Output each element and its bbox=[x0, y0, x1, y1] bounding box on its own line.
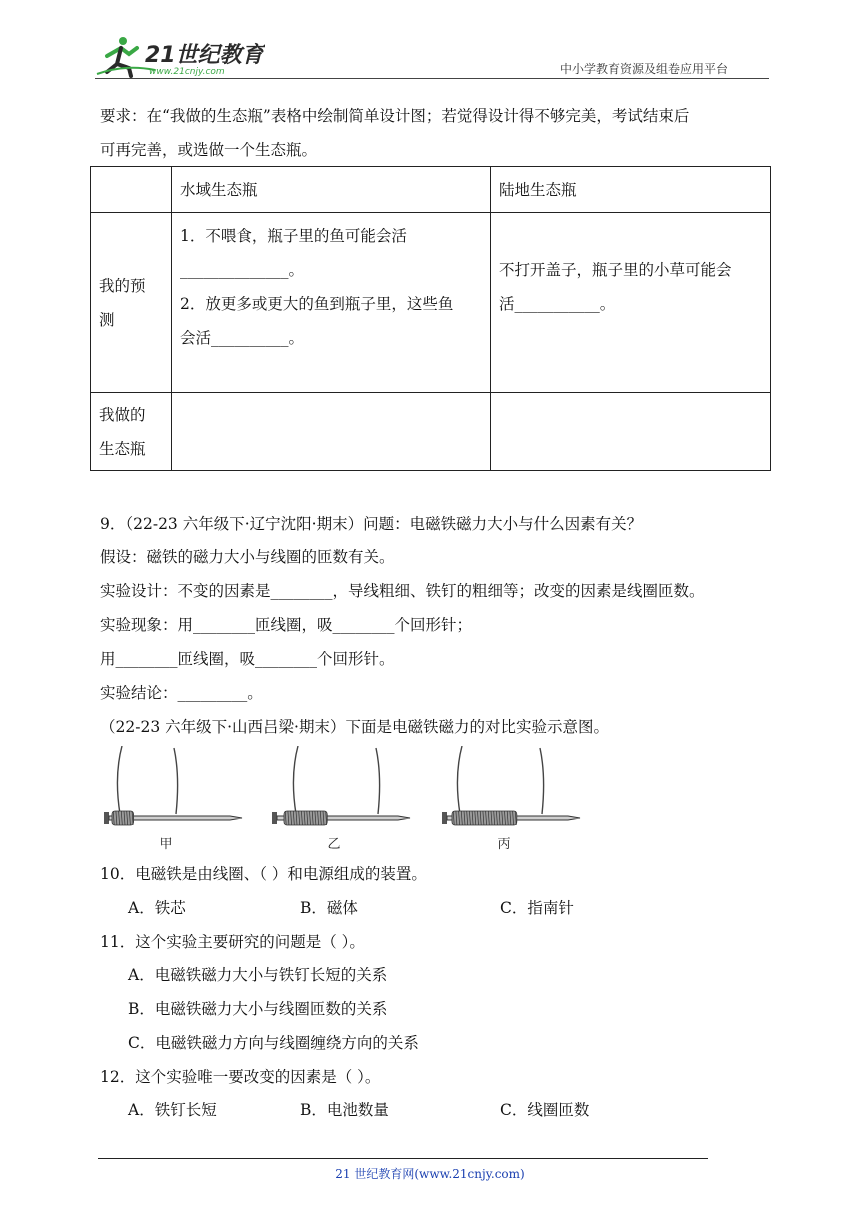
site-logo bbox=[95, 34, 265, 78]
water-pred-1b: ______________。 bbox=[180, 261, 305, 279]
prediction-label-line-2: 测 bbox=[99, 310, 115, 329]
instruction-line-1: 要求：在“我做的生态瓶”表格中绘制简单设计图；若觉得设计得不够完美，考试结束后 bbox=[100, 107, 690, 125]
eco-bottle-table bbox=[90, 166, 771, 471]
q12-option-c[interactable]: C．线圈匝数 bbox=[500, 1101, 590, 1119]
q11-option-c[interactable]: C．电磁铁磁力方向与线圈缠绕方向的关系 bbox=[128, 1034, 419, 1052]
q10-option-b[interactable]: B．磁体 bbox=[300, 899, 358, 917]
land-design-cell bbox=[491, 393, 771, 471]
q9-line-5: 用________匝线圈，吸________个回形针。 bbox=[100, 650, 395, 668]
corner-cell bbox=[91, 167, 172, 213]
nail-head bbox=[104, 812, 109, 824]
prediction-label bbox=[91, 213, 172, 393]
q9-line-1: 9．（22-23 六年级下·辽宁沈阳·期末）问题：电磁铁磁力大小与什么因素有关？ bbox=[100, 515, 643, 533]
water-pred-1a: 1．不喂食，瓶子里的鱼可能会活 bbox=[180, 227, 407, 245]
my-bottle-label bbox=[91, 393, 172, 471]
q12-stem: 12．这个实验唯一要改变的因素是（ ）。 bbox=[100, 1068, 381, 1086]
figure-label-2: 乙 bbox=[327, 837, 341, 852]
q9-line-3: 实验设计：不变的因素是________，导线粗细、铁钉的粗细等；改变的因素是线圈匝数。 bbox=[100, 582, 705, 600]
figure-intro: （22-23 六年级下·山西吕梁·期末）下面是电磁铁磁力的对比实验示意图。 bbox=[100, 718, 609, 736]
wire-right bbox=[540, 748, 544, 814]
footer-source: 21 世纪教育网(www.21cnjy.com) bbox=[335, 1167, 525, 1181]
my-bottle-row bbox=[91, 393, 771, 471]
water-pred-2b: 会活__________。 bbox=[180, 329, 305, 347]
q10-stem: 10．电磁铁是由线圈、（ ）和电源组成的装置。 bbox=[100, 865, 427, 883]
header-divider bbox=[95, 78, 769, 79]
figure-label-1: 甲 bbox=[159, 837, 173, 852]
wire-right bbox=[376, 748, 380, 814]
q12-option-b[interactable]: B．电池数量 bbox=[300, 1101, 389, 1119]
q10-option-c[interactable]: C．指南针 bbox=[500, 899, 574, 917]
wire-right bbox=[174, 748, 178, 814]
platform-name: 中小学教育资源及组卷应用平台 bbox=[560, 62, 729, 76]
land-pred-b: 活___________。 bbox=[499, 295, 616, 313]
electromagnet-3 bbox=[442, 746, 580, 852]
water-pred-2a: 2．放更多或更大的鱼到瓶子里，这些鱼 bbox=[180, 295, 454, 313]
q12-option-a[interactable]: A．铁钉长短 bbox=[128, 1101, 217, 1119]
q10-option-a[interactable]: A．铁芯 bbox=[128, 899, 186, 917]
wire-left bbox=[293, 746, 298, 814]
wire-left bbox=[117, 746, 122, 814]
q11-option-b[interactable]: B．电磁铁磁力大小与线圈匝数的关系 bbox=[128, 1000, 388, 1018]
instruction-line-2: 可再完善，或选做一个生态瓶。 bbox=[100, 141, 318, 159]
electromagnet-1 bbox=[104, 746, 242, 852]
water-prediction-cell bbox=[172, 213, 491, 393]
footer-divider bbox=[98, 1158, 708, 1159]
electromagnet-2 bbox=[272, 746, 410, 852]
logo-text: 21世纪教育 bbox=[145, 43, 264, 68]
logo-url: www.21cnjy.com bbox=[149, 67, 225, 77]
nail-head bbox=[272, 812, 277, 824]
q9-line-4: 实验现象：用________匝线圈，吸________个回形针； bbox=[100, 616, 473, 634]
prediction-row bbox=[91, 213, 771, 393]
water-design-cell bbox=[172, 393, 491, 471]
figure-label-3: 丙 bbox=[497, 837, 511, 852]
q9-line-6: 实验结论：_________。 bbox=[100, 684, 263, 702]
prediction-label-line-1: 我的预 bbox=[99, 276, 146, 295]
my-bottle-label-line-1: 我做的 bbox=[99, 405, 146, 424]
q11-stem: 11．这个实验主要研究的问题是（ ）。 bbox=[100, 933, 365, 951]
header-land-bottle: 陆地生态瓶 bbox=[491, 167, 771, 213]
q11-option-a[interactable]: A．电磁铁磁力大小与铁钉长短的关系 bbox=[128, 966, 388, 984]
my-bottle-label-line-2: 生态瓶 bbox=[99, 439, 146, 458]
nail-head bbox=[442, 812, 447, 824]
q9-line-2: 假设：磁铁的磁力大小与线圈的匝数有关。 bbox=[100, 548, 395, 566]
wire-left bbox=[457, 746, 462, 814]
land-pred-a: 不打开盖子，瓶子里的小草可能会 bbox=[499, 261, 732, 279]
electromagnet-figure bbox=[100, 746, 590, 852]
header-water-bottle: 水域生态瓶 bbox=[172, 167, 491, 213]
land-prediction-cell bbox=[491, 213, 771, 393]
table-header-row bbox=[91, 167, 771, 213]
